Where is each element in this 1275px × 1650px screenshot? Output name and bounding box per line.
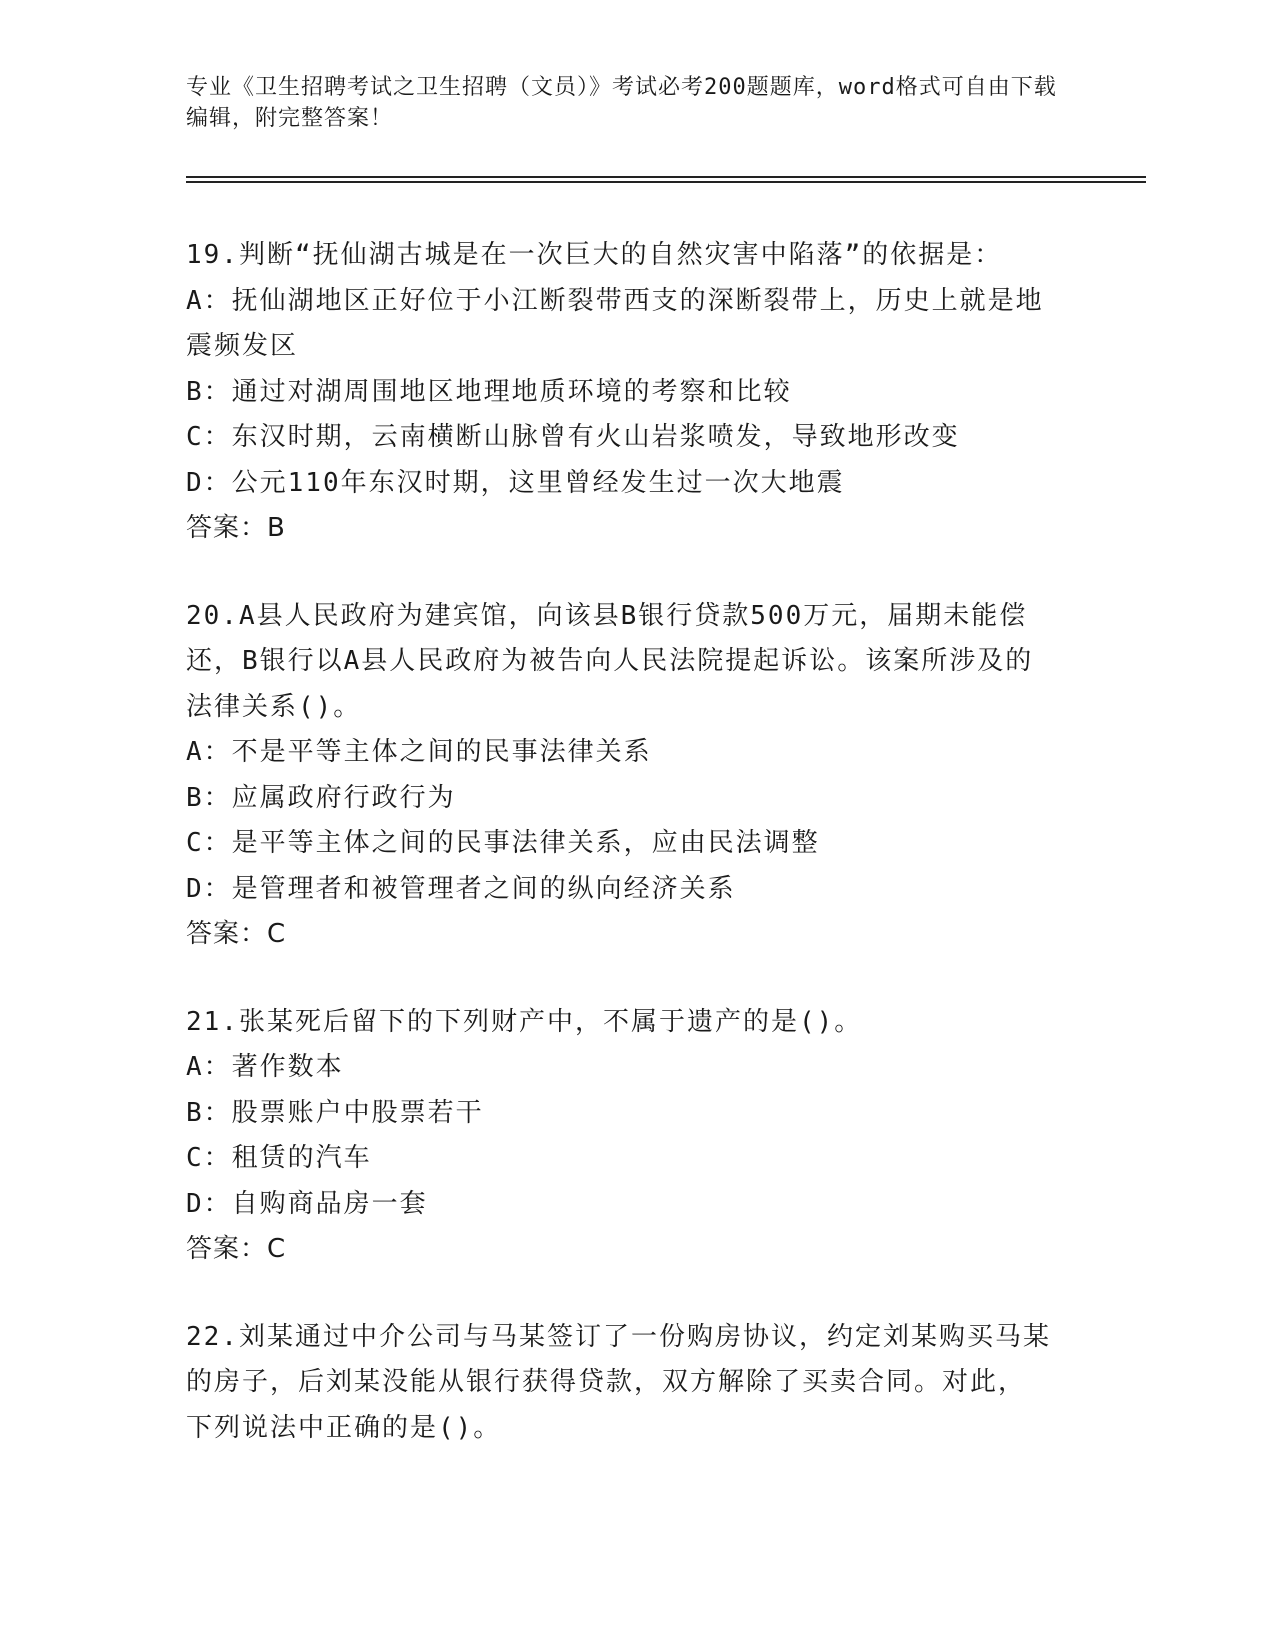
answer: 答案：C (186, 1234, 287, 1264)
header-text: 专业《卫生招聘考试之卫生招聘（文员）》考试必考200题题库，word格式可自由下载编辑，附完整答案！ (186, 75, 1057, 131)
option-a: A：不是平等主体之间的民事法律关系 (186, 737, 652, 767)
header-divider-bottom (186, 181, 1146, 183)
option-a: A：著作数本 (186, 1052, 344, 1082)
question-19 (186, 233, 1086, 552)
question-22 (186, 1315, 1086, 1452)
option-d: D：是管理者和被管理者之间的纵向经济关系 (186, 873, 736, 904)
option-d: D：自购商品房一套 (186, 1188, 428, 1219)
option-a: A：抚仙湖地区正好位于小江断裂带西支的深断裂带上，历史上就是地 (186, 285, 1044, 316)
option-b: B：通过对湖周围地区地理地质环境的考察和比较 (186, 376, 792, 407)
question-list (186, 233, 1086, 1493)
question-stem-continued: 下列说法中正确的是()。 (186, 1412, 502, 1443)
option-c: C：东汉时期，云南横断山脉曾有火山岩浆喷发，导致地形改变 (186, 422, 960, 452)
question-stem: 19.判断“抚仙湖古城是在一次巨大的自然灾害中陷落”的依据是： (186, 240, 1003, 270)
answer: 答案：C (186, 919, 287, 949)
question-stem-continued: 还，B银行以A县人民政府为被告向人民法院提起诉讼。该案所涉及的 (186, 646, 1034, 676)
option-c: C：是平等主体之间的民事法律关系，应由民法调整 (186, 828, 820, 858)
question-stem-continued: 的房子，后刘某没能从银行获得贷款，双方解除了买卖合同。对此， (186, 1367, 1027, 1397)
option-c: C：租赁的汽车 (186, 1143, 372, 1173)
question-stem-continued: 法律关系()。 (186, 691, 362, 722)
header-divider-top (186, 176, 1146, 178)
option-b: B：股票账户中股票若干 (186, 1097, 484, 1128)
option-b: B：应属政府行政行为 (186, 782, 456, 813)
answer: 答案：B (186, 513, 286, 543)
question-20 (186, 594, 1086, 958)
option-a-continued: 震频发区 (186, 331, 299, 361)
question-stem: 20.A县人民政府为建宾馆，向该县B银行贷款500万元，届期未能偿 (186, 600, 1028, 631)
question-stem: 22.刘某通过中介公司与马某签订了一份购房协议，约定刘某购买马某 (186, 1321, 1051, 1352)
question-21 (186, 1000, 1086, 1273)
document-header (186, 72, 1066, 134)
option-d: D：公元110年东汉时期，这里曾经发生过一次大地震 (186, 467, 845, 498)
question-stem: 21.张某死后留下的下列财产中，不属于遗产的是()。 (186, 1006, 863, 1037)
